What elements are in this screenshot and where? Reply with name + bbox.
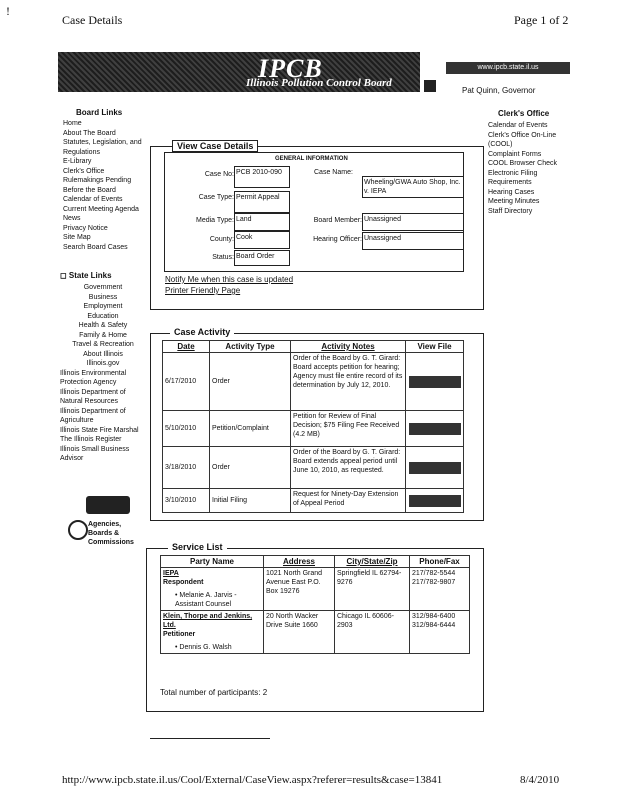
clerk-link-electronic-filing-requirements[interactable]: Electronic Filing Requirements xyxy=(488,169,538,186)
state-links-list xyxy=(60,283,146,464)
state-link-illinois-department-of-agriculture[interactable]: Illinois Department of Agriculture xyxy=(60,407,126,424)
col-party-name: Party Name xyxy=(161,556,264,568)
party-role: Respondent xyxy=(163,579,204,586)
service-list-legend: Service List xyxy=(168,542,227,552)
service-header-row xyxy=(161,556,470,568)
nav-link-home[interactable]: Home xyxy=(63,120,82,127)
nav-link-privacy-notice[interactable]: Privacy Notice xyxy=(63,224,108,232)
state-link-about-illinois[interactable]: About Illinois xyxy=(83,350,123,358)
activity-row xyxy=(163,353,464,411)
case-details-legend: View Case Details xyxy=(172,140,258,152)
nav-link-search-board-cases[interactable]: Search Board Cases xyxy=(63,243,128,251)
total-participants: Total number of participants: 2 xyxy=(160,688,268,697)
col-city-state-zip: City/State/Zip xyxy=(335,556,410,568)
hearing-officer-value: Unassigned xyxy=(362,232,464,250)
state-link-government[interactable]: Government xyxy=(83,284,123,291)
state-links-title: ◻ State Links xyxy=(60,271,112,280)
nav-link-rulemakings-pending-before-the-board[interactable]: Rulemakings Pending Before the Board xyxy=(63,177,132,194)
activity-date: 5/10/2010 xyxy=(163,411,210,447)
board-member-label: Board Member: xyxy=(313,217,362,224)
nav-link-current-meeting-agenda[interactable]: Current Meeting Agenda xyxy=(63,205,139,213)
notify-me-link[interactable]: Notify Me when this case is updated xyxy=(165,275,294,284)
case-no-value: PCB 2010-090 xyxy=(234,166,290,188)
col-phone-fax: Phone/Fax xyxy=(410,556,470,568)
page-number: Page 1 of 2 xyxy=(514,13,569,27)
county-label: County: xyxy=(209,236,234,243)
party-phone: 217/782-5544 xyxy=(412,570,456,577)
illinois-badge-icon[interactable] xyxy=(86,496,130,514)
case-name-label: Case Name: xyxy=(314,169,353,176)
page-header-title: Case Details xyxy=(62,13,123,27)
party-contact: • Melanie A. Jarvis - Assistant Counsel xyxy=(175,592,237,608)
party-contact: • Dennis G. Walsh xyxy=(175,644,232,651)
ipcb-logo: IPCB xyxy=(258,54,323,83)
activity-notes: Order of the Board by G. T. Girard: Board extends appeal period until June 10, 2010, as requested. xyxy=(291,447,406,489)
view-file-cell xyxy=(406,489,464,513)
state-link-illinois-department-of-natural-resources[interactable]: Illinois Department of Natural Resources xyxy=(60,388,126,405)
clerk-link-clerk-s-office-on-line-cool[interactable]: Clerk's Office On-Line (COOL) xyxy=(488,131,557,148)
party-fax: 312/984-6444 xyxy=(412,622,456,629)
party-phone: 312/984-6400 xyxy=(412,613,456,620)
clerk-link-complaint-forms[interactable]: Complaint Forms xyxy=(488,150,542,158)
party-address: 1021 North Grand Avenue East P.O. Box 19276 xyxy=(264,568,335,611)
nav-link-calendar-of-events[interactable]: Calendar of Events xyxy=(63,196,123,203)
state-seal-icon xyxy=(68,520,88,540)
service-row xyxy=(161,568,470,611)
activity-row xyxy=(163,447,464,489)
board-links-list xyxy=(63,119,147,252)
footer-divider xyxy=(150,738,270,739)
party-city-state-zip: Chicago IL 60606-2903 xyxy=(335,611,410,654)
activity-type: Petition/Complaint xyxy=(210,411,291,447)
state-link-illinois-small-business-advisor[interactable]: Illinois Small Business Advisor xyxy=(60,445,130,462)
state-link-family-home[interactable]: Family & Home xyxy=(79,331,127,339)
view-file-icon[interactable] xyxy=(409,495,461,507)
service-list-table xyxy=(160,555,470,654)
party-name[interactable]: Klein, Thorpe and Jenkins, Ltd. xyxy=(163,613,253,629)
case-activity-table xyxy=(162,340,464,513)
party-phone-fax xyxy=(410,611,470,654)
nav-link-news[interactable]: News xyxy=(63,215,81,222)
county-value: Cook xyxy=(234,231,290,249)
state-link-illinois-state-fire-marshal[interactable]: Illinois State Fire Marshal xyxy=(60,426,139,434)
nav-link-clerk-s-office[interactable]: Clerk's Office xyxy=(63,167,105,175)
case-activity-legend: Case Activity xyxy=(170,327,234,337)
state-link-employment[interactable]: Employment xyxy=(83,303,123,310)
clerk-link-staff-directory[interactable]: Staff Directory xyxy=(488,207,533,215)
activity-row xyxy=(163,489,464,513)
clerk-link-hearing-cases[interactable]: Hearing Cases xyxy=(488,188,535,196)
general-info-heading: GENERAL INFORMATION xyxy=(275,156,348,162)
clerk-link-meeting-minutes[interactable]: Meeting Minutes xyxy=(488,198,540,205)
printer-friendly-link[interactable]: Printer Friendly Page xyxy=(165,286,241,295)
col-activity-type: Activity Type xyxy=(210,341,291,353)
corner-mark: ! xyxy=(6,4,10,18)
view-file-icon[interactable] xyxy=(409,462,461,474)
party-fax: 217/782-9807 xyxy=(412,579,456,586)
view-file-icon[interactable] xyxy=(409,376,461,388)
nav-link-e-library[interactable]: E-Library xyxy=(63,158,92,165)
media-type-label: Media Type: xyxy=(195,217,234,224)
activity-date: 3/18/2010 xyxy=(163,447,210,489)
view-file-cell xyxy=(406,353,464,411)
activity-notes: Petition for Review of Final Decision; $75 Filing Fee Received (4.2 MB) xyxy=(291,411,406,447)
state-link-illinois-environmental-protection-agency[interactable]: Illinois Environmental Protection Agency xyxy=(60,369,127,386)
governor-name: Pat Quinn, Governor xyxy=(462,86,536,95)
board-member-value: Unassigned xyxy=(362,213,464,231)
status-value: Board Order xyxy=(234,250,290,266)
activity-row xyxy=(163,411,464,447)
hearing-officer-label: Hearing Officer: xyxy=(313,236,362,243)
bullet-icon: • xyxy=(175,592,180,599)
footer-url: http://www.ipcb.state.il.us/Cool/External/CaseView.aspx?referer=results&case=13841 xyxy=(62,774,443,786)
view-file-cell xyxy=(406,447,464,489)
party-city-state-zip: Springfield IL 62794-9276 xyxy=(335,568,410,611)
state-link-business[interactable]: Business xyxy=(88,293,118,301)
nav-link-statutes-legislation-and-regulations[interactable]: Statutes, Legislation, and Regulations xyxy=(63,139,142,156)
clerk-link-cool-browser-check[interactable]: COOL Browser Check xyxy=(488,160,557,167)
party-cell xyxy=(161,568,264,611)
col-activity-notes: Activity Notes xyxy=(291,341,406,353)
activity-type: Order xyxy=(210,353,291,411)
party-address: 20 North Wacker Drive Suite 1660 xyxy=(264,611,335,654)
flag-icon xyxy=(424,80,436,92)
view-file-icon[interactable] xyxy=(409,423,461,435)
state-link-the-illinois-register[interactable]: The Illinois Register xyxy=(60,436,122,443)
clerk-link-calendar-of-events[interactable]: Calendar of Events xyxy=(488,122,548,129)
state-link-education[interactable]: Education xyxy=(87,312,119,320)
nav-link-site-map[interactable]: Site Map xyxy=(63,234,91,241)
nav-link-about-the-board[interactable]: About The Board xyxy=(63,129,116,137)
ipcb-banner[interactable] xyxy=(58,52,420,92)
square-bullet-icon: ◻ xyxy=(60,271,67,280)
agencies-logo-text: Agencies, Boards & Commissions xyxy=(88,521,134,546)
state-link-travel-recreation[interactable]: Travel & Recreation xyxy=(72,341,134,348)
view-file-cell xyxy=(406,411,464,447)
state-link-health-safety[interactable]: Health & Safety xyxy=(78,322,128,329)
case-type-value: Permit Appeal xyxy=(234,191,290,213)
site-link[interactable]: www.ipcb.state.il.us xyxy=(446,62,570,74)
board-links-title: Board Links xyxy=(76,108,123,117)
activity-notes: Order of the Board by G. T. Girard: Board accepts petition for hearing; Agency must file entire record of its determination by July 12, 2010. xyxy=(291,353,406,411)
service-row xyxy=(161,611,470,654)
party-name[interactable]: IEPA xyxy=(163,570,179,577)
party-phone-fax xyxy=(410,568,470,611)
col-view-file: View File xyxy=(406,341,464,353)
clerks-office-title: Clerk's Office xyxy=(498,109,550,118)
bullet-icon: • xyxy=(175,644,180,651)
clerks-office-list xyxy=(488,121,570,216)
activity-type: Order xyxy=(210,447,291,489)
party-role: Petitioner xyxy=(163,631,196,638)
col-date: Date xyxy=(163,341,210,353)
footer-date: 8/4/2010 xyxy=(520,774,560,786)
party-cell xyxy=(161,611,264,654)
case-type-label: Case Type: xyxy=(198,194,234,201)
status-label: Status: xyxy=(212,254,234,261)
col-address: Address xyxy=(264,556,335,568)
activity-type: Initial Filing xyxy=(210,489,291,513)
activity-notes: Request for Ninety-Day Extension of Appeal Period xyxy=(291,489,406,513)
case-no-label: Case No: xyxy=(204,171,234,178)
activity-date: 6/17/2010 xyxy=(163,353,210,411)
state-link-illinois-gov[interactable]: Illinois.gov xyxy=(86,360,120,367)
activity-date: 3/10/2010 xyxy=(163,489,210,513)
case-name-value: Wheeling/GWA Auto Shop, Inc. v. IEPA xyxy=(362,176,464,198)
case-activity-header-row xyxy=(163,341,464,353)
banner-subtitle: Illinois Pollution Control Board xyxy=(246,77,392,89)
media-type-value: Land xyxy=(234,213,290,231)
